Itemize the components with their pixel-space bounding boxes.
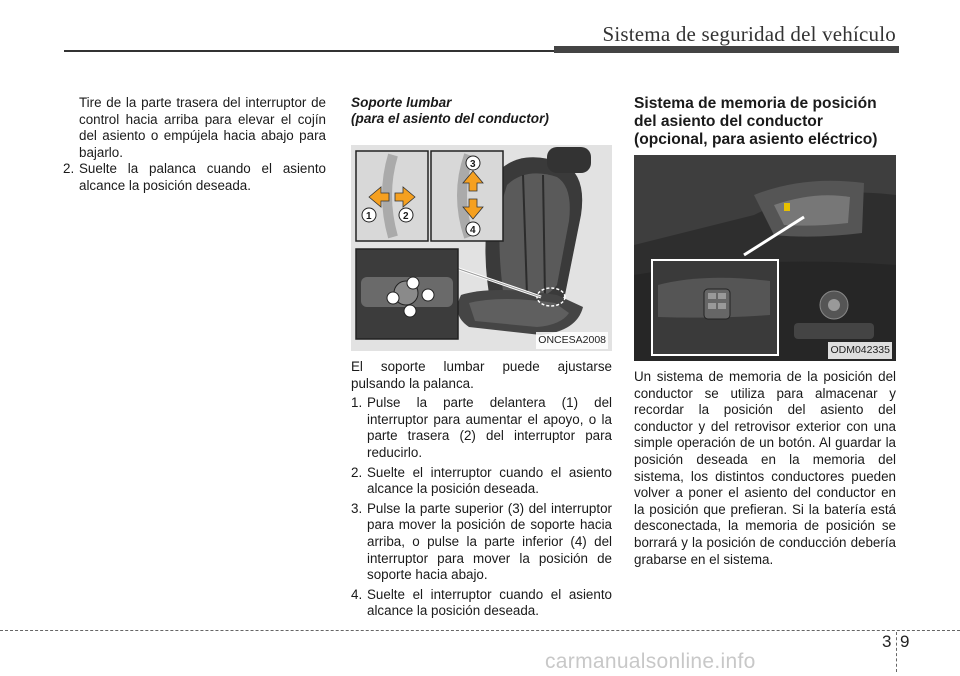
list-item — [351, 395, 612, 461]
lumbar-support-heading — [351, 95, 612, 127]
chapter-number: 3 — [882, 632, 892, 651]
callout-4: 4 — [470, 225, 476, 236]
column-right — [634, 95, 896, 568]
header-rule-thin — [64, 50, 554, 52]
callout-3: 3 — [470, 159, 476, 170]
seat-illustration — [351, 145, 612, 351]
memory-system-body: Un sistema de memoria de la posición del conductor se utiliza para almacenar y recordar la posición del asiento del conductor y del retrovisor exterior con una simple operación de un botón. Al guardar la posición deseada en la memoria del sistema, los distintos conductores pueden volver a poner el asiento del conductor en la posición que prefieran. Si la batería está desconectada, la memoria de posición se borrará y la posición de conducción debería grabarse en el sistema. — [634, 369, 896, 567]
door-memory-figure — [634, 155, 896, 361]
lumbar-heading-line1: Soporte lumbar — [351, 95, 452, 110]
list-item — [351, 465, 612, 498]
list-item — [351, 587, 612, 620]
lumbar-seat-figure — [351, 145, 612, 351]
lumbar-intro: El soporte lumbar puede ajustarse pulsando la palanca. — [351, 359, 612, 391]
header-rule-thick — [554, 46, 899, 53]
memory-system-heading: Sistema de memoria de posición del asiento del conductor (opcional, para asiento eléctrico) — [634, 95, 878, 148]
lumbar-heading-line2: (para el asiento del conductor) — [351, 111, 549, 126]
list-item-text: Suelte el interruptor cuando el asiento alcance la posición deseada. — [367, 586, 612, 619]
list-item — [63, 161, 326, 194]
column-middle — [351, 95, 612, 623]
continued-step-text: Tire de la parte trasera del interruptor de control hacia arriba para elevar el cojín del asiento o empújela hacia abajo para bajarlo. — [79, 95, 326, 160]
watermark: carmanualsonline.info — [545, 650, 756, 673]
figure-code: ONCESA2008 — [536, 332, 608, 349]
callout-2: 2 — [403, 211, 409, 222]
page-number-divider — [896, 632, 897, 672]
list-item-text: Pulse la parte delantera (1) del interruptor para aumentar el apoyo, o la parte trasera (2) del interruptor para reducirlo. — [367, 395, 612, 460]
callout-1: 1 — [366, 211, 372, 222]
column-left — [63, 95, 326, 198]
figure-code: ODM042335 — [828, 342, 892, 359]
list-item-text: Suelte el interruptor cuando el asiento alcance la posición deseada. — [367, 464, 612, 497]
page-header-title: Sistema de seguridad del vehículo — [602, 22, 896, 46]
list-item-number: 2. — [63, 161, 75, 177]
footer-dashed-rule — [0, 630, 960, 631]
list-item-number: 4. — [351, 586, 363, 602]
page-number: 9 — [900, 632, 910, 651]
list-item-text: Pulse la parte superior (3) del interruptor para mover la posición de soporte hacia arriba, o pulse la parte inferior (4) del interruptor para mover la posición de soporte hacia abajo. — [367, 500, 612, 583]
door-panel-illustration — [634, 155, 896, 361]
list-item — [351, 501, 612, 584]
list-item-number: 3. — [351, 500, 363, 516]
list-item-number: 2. — [351, 464, 363, 480]
list-item-text: Suelte la palanca cuando el asiento alcance la posición deseada. — [79, 161, 326, 193]
list-item-number: 1. — [351, 395, 363, 411]
